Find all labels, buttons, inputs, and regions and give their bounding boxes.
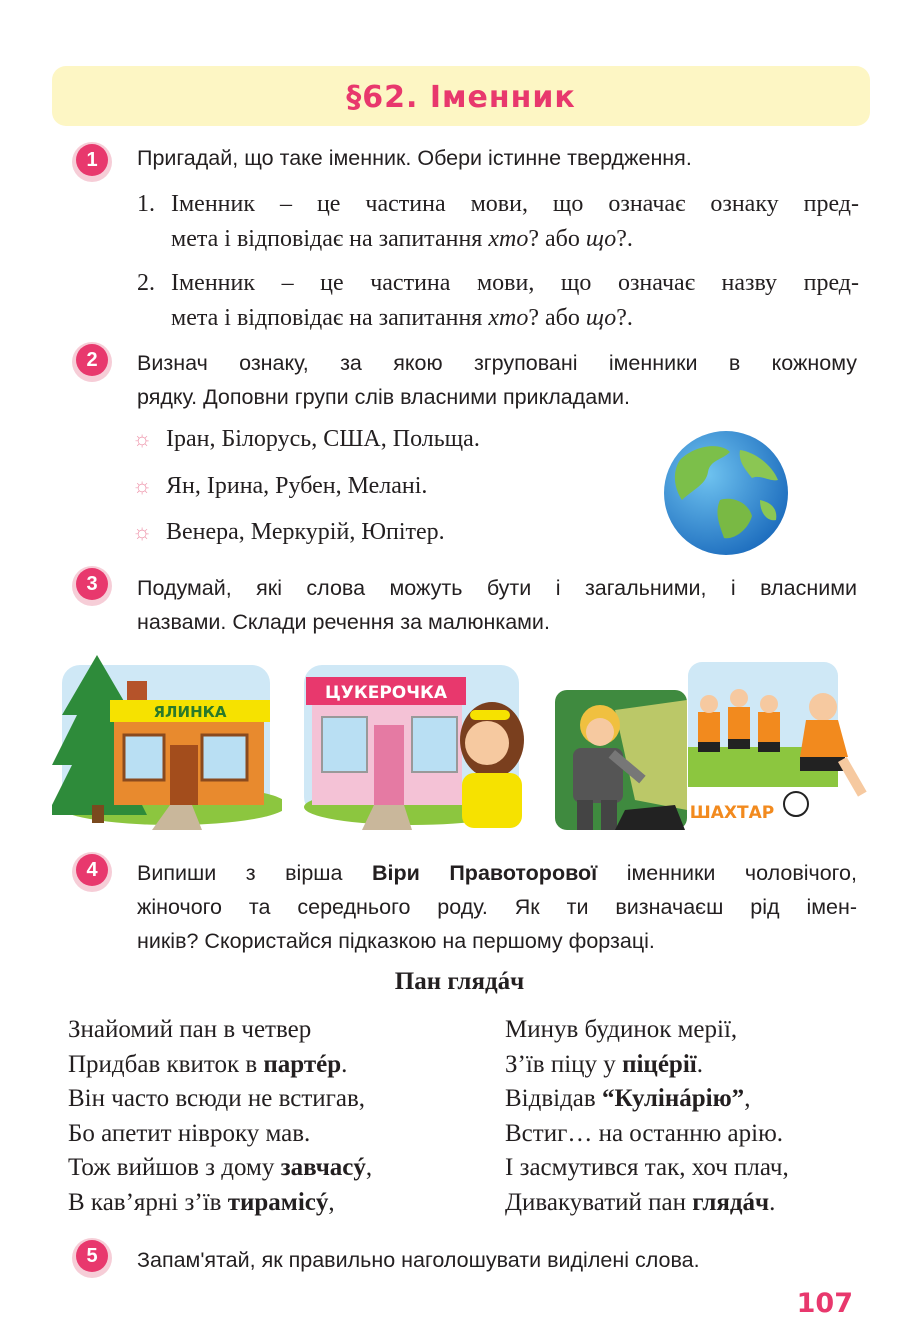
poem-line: Встиг… на останню арію. [505, 1119, 784, 1147]
globe-icon [660, 430, 792, 556]
task-number-badge: 4 [72, 852, 112, 892]
task5-instruction: Запам'ятай, як правильно наголошувати виділені слова. [137, 1248, 700, 1272]
sun-bullet-icon: ☼ [132, 519, 153, 544]
poem-line: Знайомий пан в четвер [68, 1016, 312, 1043]
page-number: 107 [796, 1288, 853, 1319]
poem-line: Він часто всюди не встигав, [68, 1085, 366, 1112]
cukerochka-sign: ЦУКЕРОЧКА [324, 683, 448, 703]
task1-instruction: Пригадай, що таке іменник. Обери істинне твердження. [137, 146, 692, 170]
poem-line: І засмутився так, хоч плач, [505, 1154, 789, 1181]
poem-title: Пан глядáч [394, 968, 525, 995]
word-group: ☼ Іран, Білорусь, США, Польща. [132, 426, 480, 452]
poem-line: З’їв піцу у піцéрії. [505, 1050, 703, 1078]
football-team-illustration [688, 662, 870, 827]
poem-line: Дивакуватий пан глядáч. [505, 1188, 776, 1216]
task-number-badge: 3 [72, 566, 112, 606]
section-header [52, 66, 870, 126]
task4-instruction: Випиши з вірша Віри Правоторової іменники чоловічого, жіночого та середнього роду. Як ти визначаєш рід імен- ників? Скористайся підказкою на першому форзаці. [137, 861, 857, 953]
poem-line: Відвідав “Кулінáрію”, [505, 1085, 751, 1112]
sun-bullet-icon: ☼ [132, 473, 153, 498]
task1-option: 1. Іменник – це частина мови, що означає ознаку пред- мета і відповідає на запитання хто? або що?. [137, 191, 859, 252]
task-number-badge: 1 [72, 142, 112, 182]
yalynka-shop-illustration [52, 655, 282, 830]
poem-line: В кав’ярні з’їв тирамісý, [68, 1188, 335, 1216]
miner-illustration [555, 690, 691, 835]
task1-option: 2. Іменник – це частина мови, що означає назву пред- мета і відповідає на запитання хто? або що?. [137, 270, 859, 331]
yalynka-sign: ЯЛИНКА [153, 703, 227, 721]
sun-bullet-icon: ☼ [132, 426, 153, 451]
cukerochka-shop-illustration [302, 655, 537, 830]
task2-instruction: Визнач ознаку, за якою згруповані іменники в кожному рядку. Доповни групи слів власними прикладами. [137, 351, 857, 409]
word-group: ☼ Венера, Меркурій, Юпітер. [132, 519, 445, 545]
poem-line: Минув будинок мерії, [505, 1016, 738, 1043]
word-group: ☼ Ян, Ірина, Рубен, Мелані. [132, 473, 428, 499]
section-title: §62. Іменник [346, 80, 576, 115]
poem-line: Придбав квиток в партéр. [68, 1050, 348, 1078]
shakhtar-sign: ШАХТАР [689, 803, 775, 823]
task3-instruction: Подумай, які слова можуть бути і загальними, і власними назвами. Склади речення за малюнками. [137, 576, 857, 634]
poem-right-column [505, 1013, 789, 1220]
task-number-badge: 5 [72, 1238, 112, 1278]
task-number-badge: 2 [72, 342, 112, 382]
poem-line: Тож вийшов з дому завчасý, [68, 1154, 373, 1181]
poem-line: Бо апетит нівроку мав. [68, 1119, 311, 1147]
poem-left-column [68, 1013, 372, 1220]
